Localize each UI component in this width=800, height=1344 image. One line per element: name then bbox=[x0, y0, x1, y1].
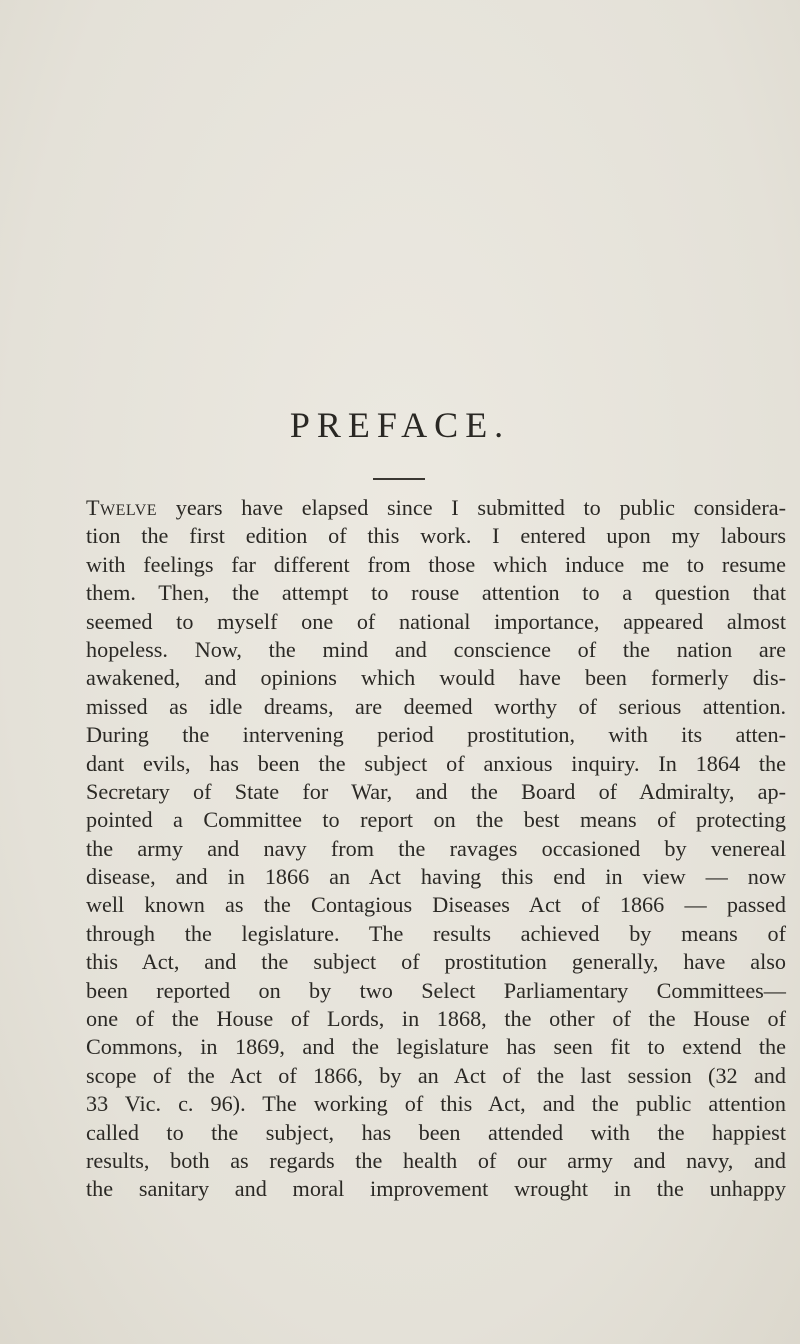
text-line: them. Then, the attempt to rouse attention to a question that bbox=[86, 580, 786, 606]
text-line: During the intervening period prostitution, with its atten- bbox=[86, 722, 786, 748]
text-line: disease, and in 1866 an Act having this end in view — now bbox=[86, 864, 786, 890]
text-line-1 bbox=[86, 494, 786, 522]
text-line: awakened, and opinions which would have been formerly dis- bbox=[86, 665, 786, 691]
text-line: one of the House of Lords, in 1868, the other of the House of bbox=[86, 1006, 786, 1032]
text-line: been reported on by two Select Parliamentary Committees— bbox=[86, 977, 786, 1003]
text-line: the army and navy from the ravages occasioned by venereal bbox=[86, 835, 786, 861]
lead-word: Twelve bbox=[86, 495, 158, 520]
text-line: hopeless. Now, the mind and conscience of the nation are bbox=[86, 636, 786, 662]
first-line-rest: years have elapsed since I submitted to public considera- bbox=[157, 495, 786, 520]
text-line: Commons, in 1869, and the legislature has seen fit to extend the bbox=[86, 1034, 786, 1060]
text-line: scope of the Act of 1866, by an Act of the last session (32 and bbox=[86, 1062, 786, 1088]
text-line: well known as the Contagious Diseases Act of 1866 — passed bbox=[86, 892, 786, 918]
title-rule bbox=[373, 478, 425, 480]
text-line: seemed to myself one of national importance, appeared almost bbox=[86, 608, 786, 634]
text-line: called to the subject, has been attended with the happiest bbox=[86, 1119, 786, 1145]
text-line: with feelings far different from those which induce me to resume bbox=[86, 551, 786, 577]
text-line: 33 Vic. c. 96). The working of this Act, and the public attention bbox=[86, 1091, 786, 1117]
page-title: PREFACE. bbox=[289, 405, 511, 445]
text-line: results, both as regards the health of our army and navy, and bbox=[86, 1147, 786, 1173]
text-line: dant evils, has been the subject of anxious inquiry. In 1864 the bbox=[86, 750, 786, 776]
text-line: the sanitary and moral improvement wrought in the unhappy bbox=[86, 1176, 786, 1202]
text-line: pointed a Committee to report on the best means of protecting bbox=[86, 807, 786, 833]
text-line: this Act, and the subject of prostitution generally, have also bbox=[86, 949, 786, 975]
text-line: Secretary of State for War, and the Board of Admiralty, ap- bbox=[86, 778, 786, 804]
text-line: tion the first edition of this work. I entered upon my labours bbox=[86, 523, 786, 549]
text-line: through the legislature. The results achieved by means of bbox=[86, 920, 786, 946]
text-line: missed as idle dreams, are deemed worthy of serious attention. bbox=[86, 693, 786, 719]
preface-body bbox=[86, 494, 786, 1204]
